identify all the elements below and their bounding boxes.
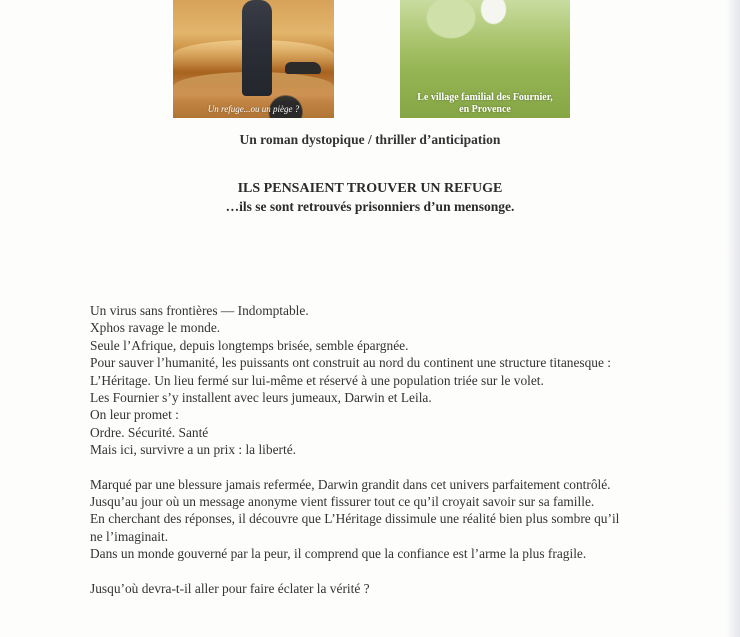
headline-sub: …ils se sont retrouvés prisonniers d’un mensonge.	[225, 199, 515, 214]
image-caption: Un refuge...ou un piège ?	[207, 104, 300, 114]
body-line: En cherchant des réponses, il découvre que L’Héritage dissimule une réalité bien plus sombre qu’il	[90, 511, 620, 527]
body-line: Dans un monde gouverné par la peur, il comprend que la confiance est l’arme la plus fragile.	[90, 546, 587, 562]
body-line: Mais ici, survivre a un prix : la liberté.	[90, 442, 297, 458]
subtitle: Un roman dystopique / thriller d’anticipation	[239, 132, 501, 147]
headline: ILS PENSAIENT TROUVER UN REFUGE	[237, 181, 503, 196]
body-line: Xphos ravage le monde.	[90, 320, 221, 336]
image-caption-line: en Provence	[459, 104, 511, 115]
synopsis	[90, 302, 730, 597]
body-line: Un virus sans frontières — Indomptable.	[90, 303, 309, 318]
paragraph-gap	[90, 459, 730, 476]
paragraph-gap	[90, 563, 730, 580]
person-silhouette	[242, 0, 272, 96]
body-line: ne l’imaginait.	[90, 528, 169, 544]
body-line: Jusqu’au jour où un message anonyme vient fissurer tout ce qu’il croyait savoir sur sa famille.	[90, 494, 595, 510]
body-line: Les Fournier s’y installent avec leurs jumeaux, Darwin et Leila.	[90, 390, 432, 406]
book-cover-image	[173, 0, 334, 118]
village-image	[400, 0, 570, 118]
body-line: Pour sauver l’humanité, les puissants ont construit au nord du continent une structure titanesque :	[90, 355, 612, 371]
image-caption-line: Le village familial des Fournier,	[417, 92, 553, 103]
body-line: Ordre. Sécurité. Santé	[90, 424, 209, 440]
image-caption	[400, 92, 570, 116]
body-line: L’Héritage. Un lieu fermé sur lui-même et réservé à une population triée sur le volet.	[90, 372, 544, 388]
body-line: On leur promet :	[90, 407, 179, 423]
vehicle-shape	[285, 62, 321, 74]
body-line: Marqué par une blessure jamais refermée, Darwin grandit dans cet univers parfaitement contrôlé.	[90, 476, 611, 492]
body-line: Seule l’Afrique, depuis longtemps brisée, semble épargnée.	[90, 337, 409, 353]
closing-line: Jusqu’où devra-t-il aller pour faire éclater la vérité ?	[90, 580, 370, 596]
